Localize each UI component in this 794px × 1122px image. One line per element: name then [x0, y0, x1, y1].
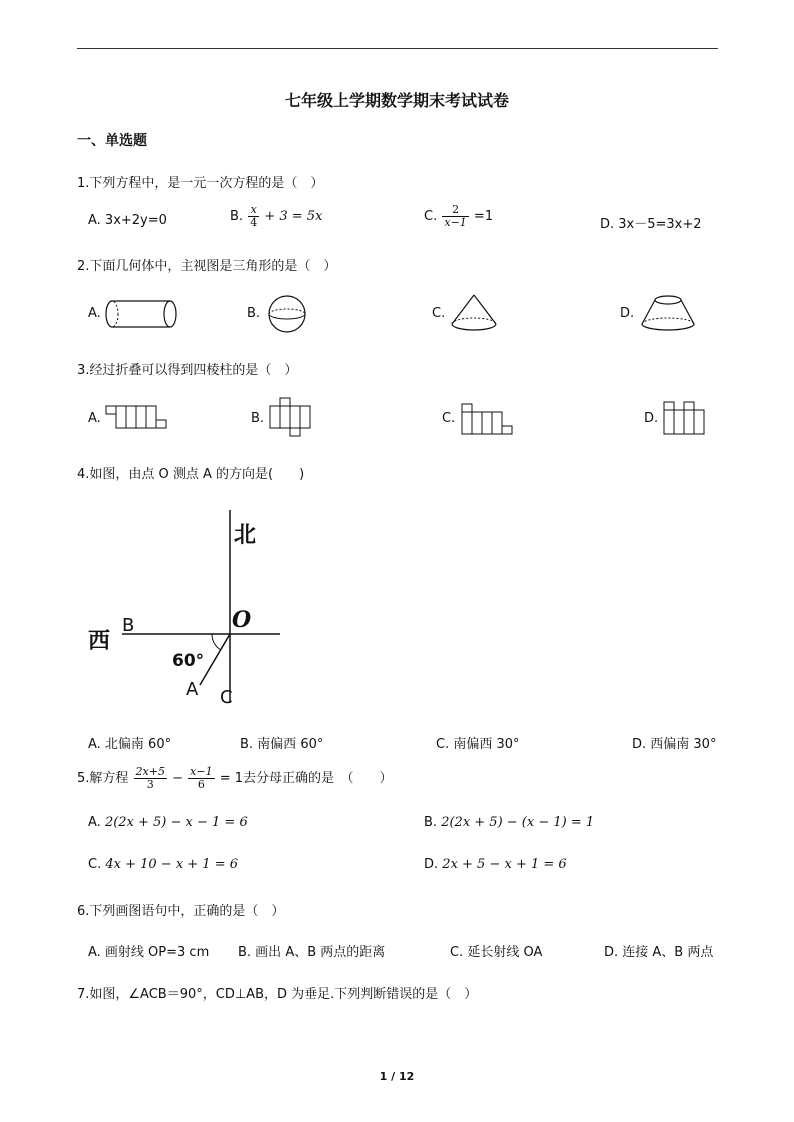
question-2-option-d: D.	[620, 306, 635, 321]
question-2-option-a: A.	[88, 306, 101, 321]
question-4-stem: 4.如图，由点 O 测点 A 的方向是( )	[77, 467, 305, 482]
question-4-option-c: C. 南偏西 30°	[436, 737, 520, 752]
question-1-option-d: D. 3x－5=3x+2	[600, 217, 702, 232]
question-3-option-a: A.	[88, 411, 101, 426]
direction-figure	[84, 505, 294, 715]
fraction-2-over-x-minus-1: $\frac{2}{x-1}$	[444, 203, 467, 229]
net-a-figure	[104, 402, 170, 432]
angle-label: 60°	[172, 651, 205, 671]
question-4-option-d: D. 西偏南 30°	[632, 737, 717, 752]
net-d-figure	[662, 398, 708, 438]
question-5-stem	[77, 766, 393, 791]
point-c-label: C	[220, 687, 233, 708]
question-6-option-c: C. 延长射线 OA	[450, 945, 543, 960]
option-c-expression: 4x + 10 − x + 1 = 6	[105, 857, 239, 872]
page-number: 1 / 12	[379, 1070, 415, 1083]
point-b-label: B	[122, 615, 135, 636]
option-b-label: B.	[230, 209, 244, 224]
option-b-rest: + 3 = 5x	[264, 209, 323, 224]
question-5-option-c: C. 4x + 10 − x + 1 = 6	[88, 857, 239, 872]
option-a-expression: 2(2x + 5) − x − 1 = 6	[104, 815, 248, 830]
option-c-label: C.	[424, 209, 438, 224]
question-3-stem: 3.经过折叠可以得到四棱柱的是（ ）	[77, 363, 298, 378]
question-5-option-a: A. 2(2x + 5) − x − 1 = 6	[88, 815, 248, 830]
point-a-label: A	[186, 679, 199, 700]
page-title: 七年级上学期数学期末考试试卷	[284, 91, 509, 110]
question-6-option-d: D. 连接 A、B 两点	[604, 945, 714, 960]
question-1-option-a: A. 3x+2y=0	[88, 213, 167, 228]
minus-sign: −	[172, 771, 184, 786]
question-4-option-b: B. 南偏西 60°	[240, 737, 324, 752]
question-1-stem: 1.下列方程中，是一元一次方程的是（ ）	[77, 176, 324, 191]
sphere-figure	[262, 294, 312, 334]
cylinder-figure	[104, 298, 180, 330]
question-7-stem: 7.如图，∠ACB＝90°，CD⊥AB，D 为垂足.下列判断错误的是（ ）	[77, 987, 478, 1002]
question-6-option-b: B. 画出 A、B 两点的距离	[238, 945, 386, 960]
question-4-option-a: A. 北偏南 60°	[88, 737, 172, 752]
question-5-prefix: 5.解方程	[77, 771, 129, 786]
net-b-figure	[268, 396, 314, 440]
fraction-2x-plus-5-over-3: $\frac{2x+5}{3}$	[135, 765, 165, 791]
question-5-option-b: B. 2(2x + 5) − (x − 1) = 1	[424, 815, 595, 830]
net-c-figure	[460, 400, 516, 436]
question-1-option-c	[424, 204, 493, 229]
option-d-expression: 2x + 5 − x + 1 = 6	[442, 857, 567, 872]
question-1-option-b	[230, 204, 322, 229]
header-rule	[77, 48, 718, 49]
north-label: 北	[234, 523, 257, 548]
question-3-option-b: B.	[251, 411, 265, 426]
question-2-option-c: C.	[432, 306, 446, 321]
question-5-option-d: D. 2x + 5 − x + 1 = 6	[424, 857, 567, 872]
section-heading: 一、单选题	[77, 133, 147, 149]
question-2-option-b: B.	[247, 306, 261, 321]
question-6-option-a: A. 画射线 OP=3 cm	[88, 945, 210, 960]
option-c-rest: =1	[473, 209, 494, 224]
fraction-x-over-4: $\frac{x}{4}$	[250, 203, 258, 229]
option-b-expression: 2(2x + 5) − (x − 1) = 1	[441, 815, 595, 830]
question-3-option-c: C.	[442, 411, 456, 426]
question-3-option-d: D.	[644, 411, 659, 426]
fraction-x-minus-1-over-6: $\frac{x-1}{6}$	[190, 765, 213, 791]
question-5-suffix: = 1去分母正确的是 （ ）	[219, 771, 393, 786]
question-2-stem: 2.下面几何体中，主视图是三角形的是（ ）	[77, 259, 337, 274]
frustum-figure	[638, 292, 698, 334]
cone-figure	[448, 292, 500, 334]
west-label: 西	[88, 629, 111, 654]
question-6-stem: 6.下列画图语句中，正确的是（ ）	[77, 904, 285, 919]
origin-label: O	[232, 607, 252, 633]
